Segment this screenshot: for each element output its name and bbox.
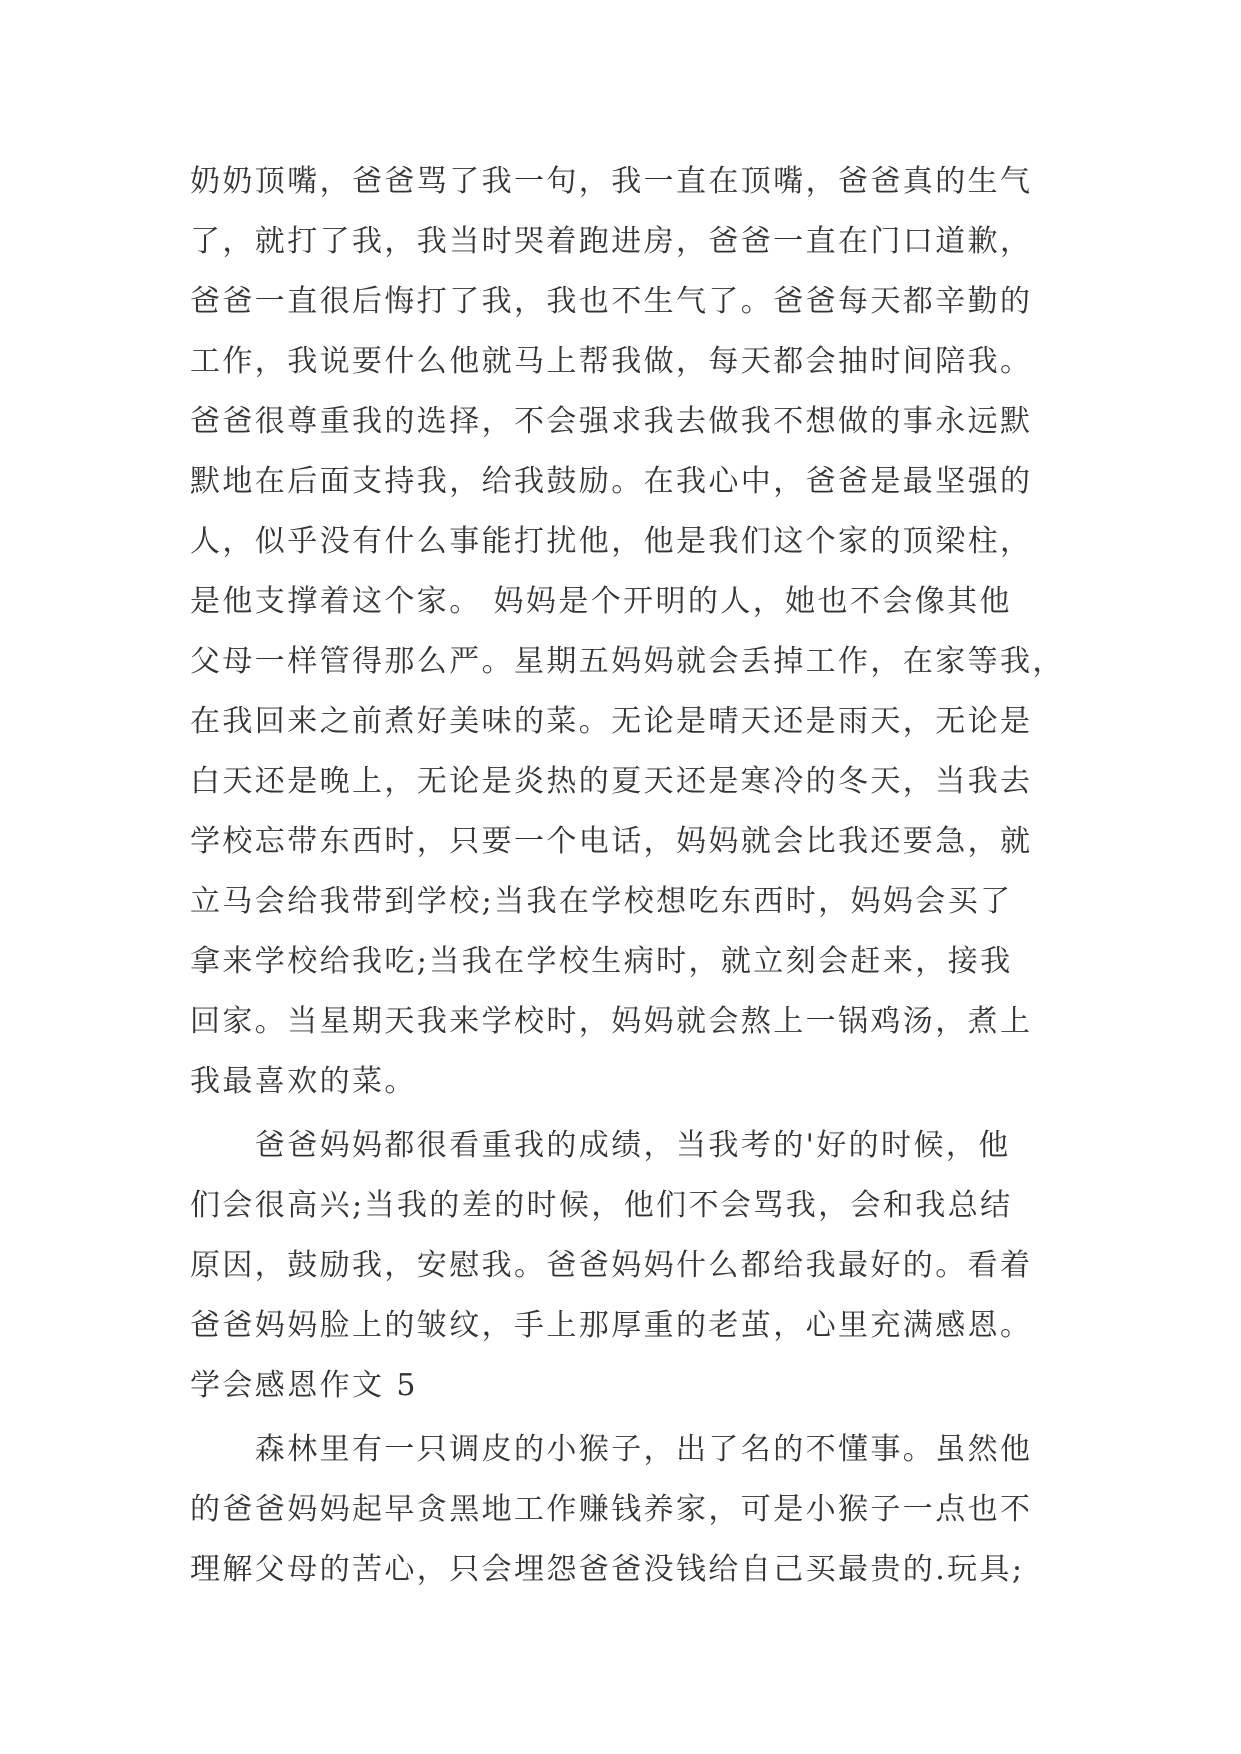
paragraph [190,1116,1060,1356]
text-line: 白天还是晚上，无论是炎热的夏天还是寒冷的冬天，当我去 [190,764,1033,799]
text-line: 拿来学校给我吃;当我在学校生病时，就立刻会赶来，接我 [190,944,1013,979]
document-body [190,152,1065,1600]
text-line: 爸爸一直很后悔打了我，我也不生气了。爸爸每天都辛勤的 [190,284,1033,319]
text-line: 我最喜欢的菜。 [190,1064,417,1099]
text-line: 理解父母的苦心，只会埋怨爸爸没钱给自己买最贵的.玩具; [190,1552,1025,1587]
text-line: 是他支撑着这个家。 妈妈是个开明的人，她也不会像其他 [190,584,1012,619]
paragraph [190,152,1065,1112]
text-line: 爸爸妈妈脸上的皱纹，手上那厚重的老茧，心里充满感恩。 [190,1308,1033,1343]
text-line: 原因，鼓励我，安慰我。爸爸妈妈什么都给我最好的。看着 [190,1248,1033,1283]
text-line: 了，就打了我，我当时哭着跑进房，爸爸一直在门口道歉， [190,224,1033,259]
text-line: 奶奶顶嘴，爸爸骂了我一句，我一直在顶嘴，爸爸真的生气 [190,164,1033,199]
paragraph [190,1420,1060,1600]
text-line: 在我回来之前煮好美味的菜。无论是晴天还是雨天，无论是 [190,704,1033,739]
text-line: 父母一样管得那么严。星期五妈妈就会丢掉工作，在家等我， [190,644,1065,679]
text-line: 回家。当星期天我来学校时，妈妈就会熬上一锅鸡汤，煮上 [190,1004,1033,1039]
section-heading: 学会感恩作文 5 [190,1368,418,1403]
text-line: 立马会给我带到学校;当我在学校想吃东西时，妈妈会买了 [190,884,1013,919]
text-line: 爸爸很尊重我的选择，不会强求我去做我不想做的事永远默 [190,404,1033,439]
text-line: 默地在后面支持我，给我鼓励。在我心中，爸爸是最坚强的 [190,464,1033,499]
text-line: 们会很高兴;当我的差的时候，他们不会骂我，会和我总结 [190,1188,1013,1223]
text-line: 工作，我说要什么他就马上帮我做，每天都会抽时间陪我。 [190,344,1033,379]
text-line: 森林里有一只调皮的小猴子，出了名的不懂事。虽然他 [190,1432,1033,1467]
text-line: 爸爸妈妈都很看重我的成绩，当我考的'好的时候，他 [190,1128,1011,1163]
text-line: 人，似乎没有什么事能打扰他，他是我们这个家的顶梁柱， [190,524,1033,559]
text-line: 学校忘带东西时，只要一个电话，妈妈就会比我还要急，就 [190,824,1033,859]
text-line: 的爸爸妈妈起早贪黑地工作赚钱养家，可是小猴子一点也不 [190,1492,1033,1527]
